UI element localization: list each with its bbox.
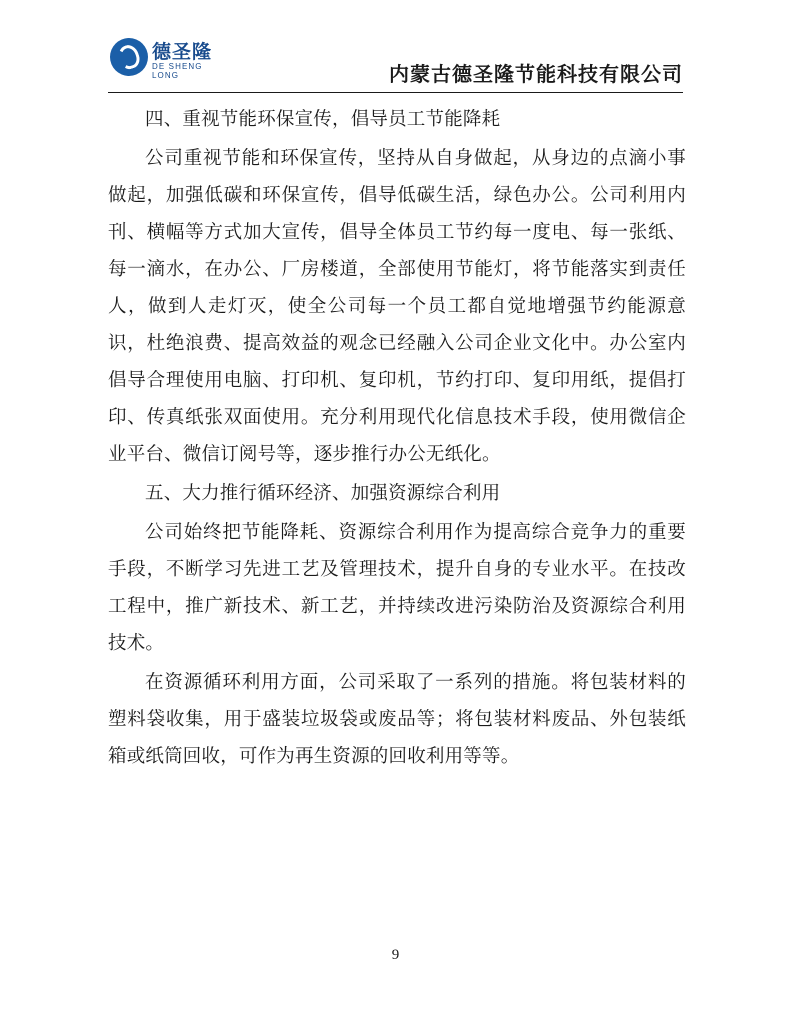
logo-swoosh-icon: [116, 42, 142, 71]
page-number: 9: [391, 947, 400, 963]
document-body: [108, 102, 686, 778]
page-header: [108, 36, 683, 92]
paragraph-four-one: 公司重视节能和环保宣传，坚持从自身做起，从身边的点滴小事做起，加强低碳和环保宣传，倡导低碳生活，绿色办公。公司利用内刊、横幅等方式加大宣传，倡导全体员工节约每一度电、每一张纸、每一滴水，在办公、厂房楼道，全部使用节能灯，将节能落实到责任人，做到人走灯灭，使全公司每一个员工都自觉地增强节约能源意识，杜绝浪费、提高效益的观念已经融入公司企业文化中。办公室内倡导合理使用电脑、打印机、复印机，节约打印、复印用纸，提倡打印、传真纸张双面使用。充分利用现代化信息技术手段，使用微信企业平台、微信订阅号等，逐步推行办公无纸化。: [108, 149, 686, 465]
header-divider: [108, 92, 683, 93]
company-title: 内蒙古德圣隆节能科技有限公司: [389, 64, 683, 86]
section-heading-four: 四、重视节能环保宣传，倡导员工节能降耗: [145, 110, 501, 130]
logo-english-name: DE SHENG LONG: [152, 62, 203, 80]
paragraph-five-one: 公司始终把节能降耗、资源综合利用作为提高综合竞争力的重要手段，不断学习先进工艺及管理技术，提升自身的专业水平。在技改工程中，推广新技术、新工艺，并持续改进污染防治及资源综合利用技术。: [108, 523, 686, 654]
logo-chinese-name: 德圣隆: [152, 42, 213, 63]
paragraph-five-two: 在资源循环利用方面，公司采取了一系列的措施。将包装材料的塑料袋收集，用于盛装垃圾袋或废品等；将包装材料废品、外包装纸箱或纸筒回收，可作为再生资源的回收利用等等。: [108, 673, 686, 767]
section-heading-five: 五、大力推行循环经济、加强资源综合利用: [145, 484, 501, 504]
company-logo: [108, 36, 228, 86]
company-logo-icon: [110, 38, 148, 76]
